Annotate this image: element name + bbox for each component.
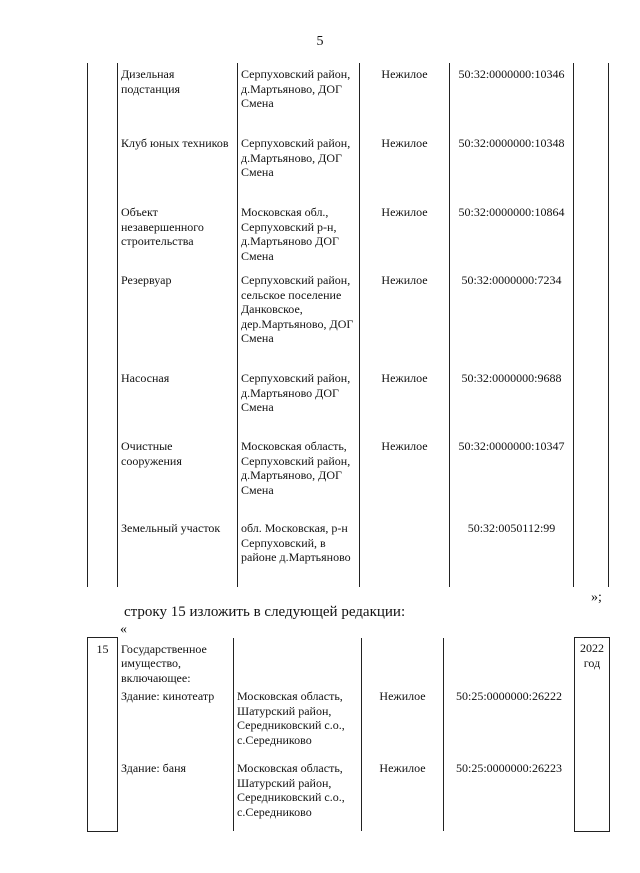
empty-cell <box>234 638 362 686</box>
page-number: 5 <box>316 34 324 49</box>
opening-quote: « <box>120 622 127 637</box>
cadastral-number: 50:25:0000000:26222 <box>444 685 575 757</box>
object-type: Нежилое <box>360 132 450 201</box>
cadastral-number: 50:32:0000000:7234 <box>450 269 574 367</box>
empty-cell <box>444 638 575 686</box>
table-row <box>88 132 609 201</box>
table-row <box>88 63 609 132</box>
object-name: Насосная <box>118 367 238 435</box>
table-row <box>88 638 610 686</box>
object-type: Нежилое <box>360 435 450 517</box>
object-address: Московская область, Шатурский район, Середниковский с.о., с.Середниково <box>234 757 362 831</box>
year-cell <box>574 435 609 517</box>
object-type: Нежилое <box>362 757 444 831</box>
table-row <box>88 201 609 269</box>
property-table <box>87 63 609 587</box>
number-cell <box>88 517 118 587</box>
year-cell <box>574 517 609 587</box>
object-address: Серпуховский район, д.Мартьяново ДОГ Смена <box>238 367 360 435</box>
cadastral-number: 50:32:0050112:99 <box>450 517 574 587</box>
object-name: Здание: баня <box>118 757 234 831</box>
year-cell <box>574 132 609 201</box>
object-name: Дизельная подстанция <box>118 63 238 132</box>
year-cell: 2022 год <box>575 638 610 832</box>
object-name: Объект незавершенного строительства <box>118 201 238 269</box>
number-cell <box>88 435 118 517</box>
object-name: Здание: кинотеатр <box>118 685 234 757</box>
object-type: Нежилое <box>360 63 450 132</box>
empty-cell <box>362 638 444 686</box>
instruction-text: строку 15 изложить в следующей редакции: <box>124 604 406 620</box>
row-number: 15 <box>88 638 118 832</box>
object-type: Нежилое <box>362 685 444 757</box>
object-type: Нежилое <box>360 367 450 435</box>
table-row <box>88 269 609 367</box>
year-cell <box>574 63 609 132</box>
cadastral-number: 50:32:0000000:10864 <box>450 201 574 269</box>
table-row <box>88 685 610 757</box>
row-15-table <box>87 637 610 832</box>
cadastral-number: 50:32:0000000:9688 <box>450 367 574 435</box>
cadastral-number: 50:25:0000000:26223 <box>444 757 575 831</box>
object-address: Московская область, Серпуховский район, д.Мартьяново, ДОГ Смена <box>238 435 360 517</box>
cadastral-number: 50:32:0000000:10348 <box>450 132 574 201</box>
number-cell <box>88 367 118 435</box>
group-title: Государственное имущество, включающее: <box>118 638 234 686</box>
number-cell <box>88 201 118 269</box>
closing-quote: »; <box>591 590 602 605</box>
object-address: Московская область, Шатурский район, Середниковский с.о., с.Середниково <box>234 685 362 757</box>
object-name: Резервуар <box>118 269 238 367</box>
cadastral-number: 50:32:0000000:10347 <box>450 435 574 517</box>
object-address: обл. Московская, р-н Серпуховский, в районе д.Мартьяново <box>238 517 360 587</box>
object-type: Нежилое <box>360 269 450 367</box>
object-address: Московская обл., Серпуховский р-н, д.Мартьяново ДОГ Смена <box>238 201 360 269</box>
year-cell <box>574 367 609 435</box>
object-address: Серпуховский район, д.Мартьяново, ДОГ Смена <box>238 63 360 132</box>
table-row <box>88 757 610 831</box>
year-cell <box>574 201 609 269</box>
object-name: Клуб юных техников <box>118 132 238 201</box>
object-name: Очистные сооружения <box>118 435 238 517</box>
object-address: Серпуховский район, сельское поселение Данковское, дер.Мартьяново, ДОГ Смена <box>238 269 360 367</box>
object-address: Серпуховский район, д.Мартьяново, ДОГ Смена <box>238 132 360 201</box>
table-row <box>88 367 609 435</box>
cadastral-number: 50:32:0000000:10346 <box>450 63 574 132</box>
object-type: Нежилое <box>360 201 450 269</box>
table-row <box>88 517 609 587</box>
object-name: Земельный участок <box>118 517 238 587</box>
number-cell <box>88 63 118 132</box>
number-cell <box>88 132 118 201</box>
year-cell <box>574 269 609 367</box>
object-type <box>360 517 450 587</box>
number-cell <box>88 269 118 367</box>
table-row <box>88 435 609 517</box>
